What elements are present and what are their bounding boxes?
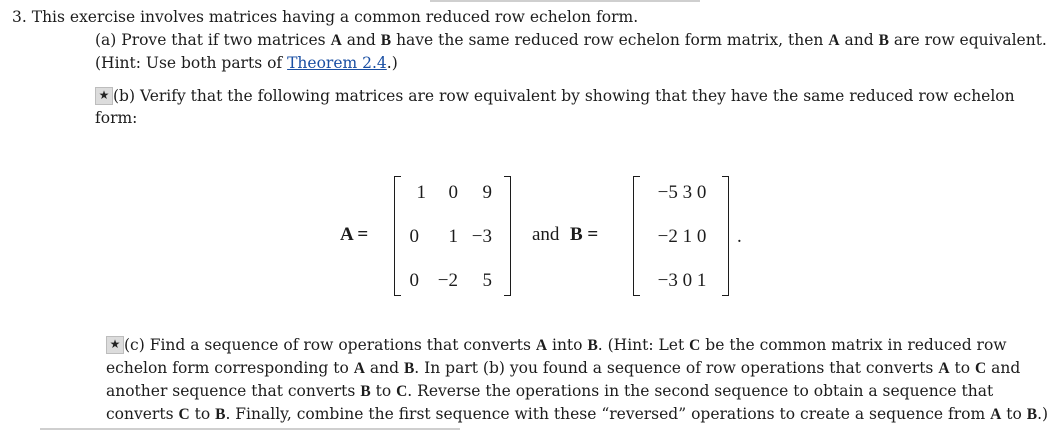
part-c-text: converts (106, 405, 174, 423)
matrix-b-left-bracket (633, 176, 640, 296)
part-a-line1 (95, 30, 1047, 51)
part-c-text: .) (1037, 405, 1048, 423)
part-c-text: to (1006, 405, 1022, 423)
matrix-b-right-bracket (722, 176, 729, 296)
matrix-a-cell: 9 (482, 182, 492, 203)
matrix-a-cell: 0 (409, 226, 419, 247)
matrix-b-row: −3 0 1 (657, 270, 707, 291)
part-a-hint (95, 53, 398, 73)
matrix-a-ref: A (828, 32, 840, 49)
part-c-text: to (375, 382, 392, 400)
matrix-b-ref: B (1026, 406, 1038, 423)
part-c-text: to (194, 405, 211, 423)
hint-text: (Hint: Use both parts of (95, 54, 283, 72)
matrix-a-cell: −3 (471, 226, 492, 247)
exercise-number: 3. (12, 8, 27, 26)
theorem-link[interactable]: Theorem 2.4 (287, 54, 387, 72)
part-c-text: (c) Find a sequence of row operations that converts (124, 336, 531, 354)
matrix-b-ref: B (380, 32, 392, 49)
star-icon: ★ (95, 87, 113, 105)
matrix-c-ref: C (178, 406, 190, 423)
part-c-text: and (369, 359, 400, 377)
matrix-b-ref: B (215, 406, 226, 423)
part-a-text: are row equivalent. (893, 31, 1047, 49)
part-b-line1 (95, 86, 1015, 106)
part-c-text: into (551, 336, 583, 354)
matrix-c-ref: C (396, 383, 408, 400)
matrix-a-cell: 5 (482, 270, 492, 291)
matrix-b-label: B = (570, 224, 599, 245)
matrix-a-ref: A (535, 337, 548, 354)
matrix-a-cell: 1 (448, 226, 458, 247)
exercise-intro (12, 7, 638, 27)
matrix-b-ref: B (878, 32, 889, 49)
matrix-b-ref: B (587, 337, 598, 354)
and-word: and (532, 224, 560, 245)
part-c-text: echelon form corresponding to (106, 359, 349, 377)
matrix-b-row: −2 1 0 (657, 226, 707, 247)
part-b-text: (b) Verify that the following matrices are row equivalent by showing that they have the same reduced row echelon (113, 87, 1015, 105)
matrix-b-ref: B (360, 383, 371, 400)
star-icon: ★ (106, 336, 124, 354)
matrix-period: . (737, 226, 742, 247)
matrix-a-cell: 1 (416, 182, 426, 203)
part-b-line2 (95, 108, 137, 128)
part-c-text: another sequence that converts (106, 382, 356, 400)
matrix-a-cell: −2 (437, 270, 458, 291)
hint-text: .) (386, 54, 398, 72)
cutoff-text-top (430, 0, 700, 2)
matrix-c-ref: C (974, 360, 987, 377)
part-a-text: and (346, 31, 376, 49)
part-c-text: . (Hint: Let (597, 336, 685, 354)
exercise-intro-text: This exercise involves matrices having a common reduced row echelon form. (31, 8, 639, 26)
matrix-a-ref: A (353, 360, 365, 377)
part-c-text: . In part (b) you found a sequence of row operations that converts (414, 359, 934, 377)
part-c-line4 (106, 404, 1048, 425)
matrix-a-ref: A (990, 406, 1002, 423)
matrix-a-cell: 0 (409, 270, 419, 291)
matrix-b-row: −5 3 0 (657, 182, 707, 203)
matrix-a-label: A = (340, 224, 369, 245)
part-c-text: . Reverse the operations in the second sequence to obtain a sequence that (407, 382, 994, 400)
matrix-a-ref: A (330, 32, 342, 49)
cutoff-text-bottom (40, 428, 460, 430)
part-c-text: . Finally, combine the first sequence with these “reversed” operations to create a sequence from (225, 405, 986, 423)
part-c-text: to (954, 359, 971, 377)
part-b-text: form: (95, 109, 138, 127)
part-c-text: and (991, 359, 1021, 377)
part-c-line1 (106, 335, 1007, 356)
part-a-text: and (844, 31, 874, 49)
matrix-a-right-bracket (504, 176, 511, 296)
matrix-c-ref: C (689, 337, 701, 354)
matrix-a-ref: A (938, 360, 950, 377)
part-c-line2 (106, 358, 1020, 379)
part-c-line3 (106, 381, 993, 402)
part-a-text: have the same reduced row echelon form matrix, then (396, 31, 824, 49)
part-a-text: (a) Prove that if two matrices (95, 31, 326, 49)
matrix-b-ref: B (403, 360, 415, 377)
part-c-text: be the common matrix in reduced row (705, 336, 1007, 354)
matrix-a-cell: 0 (448, 182, 458, 203)
